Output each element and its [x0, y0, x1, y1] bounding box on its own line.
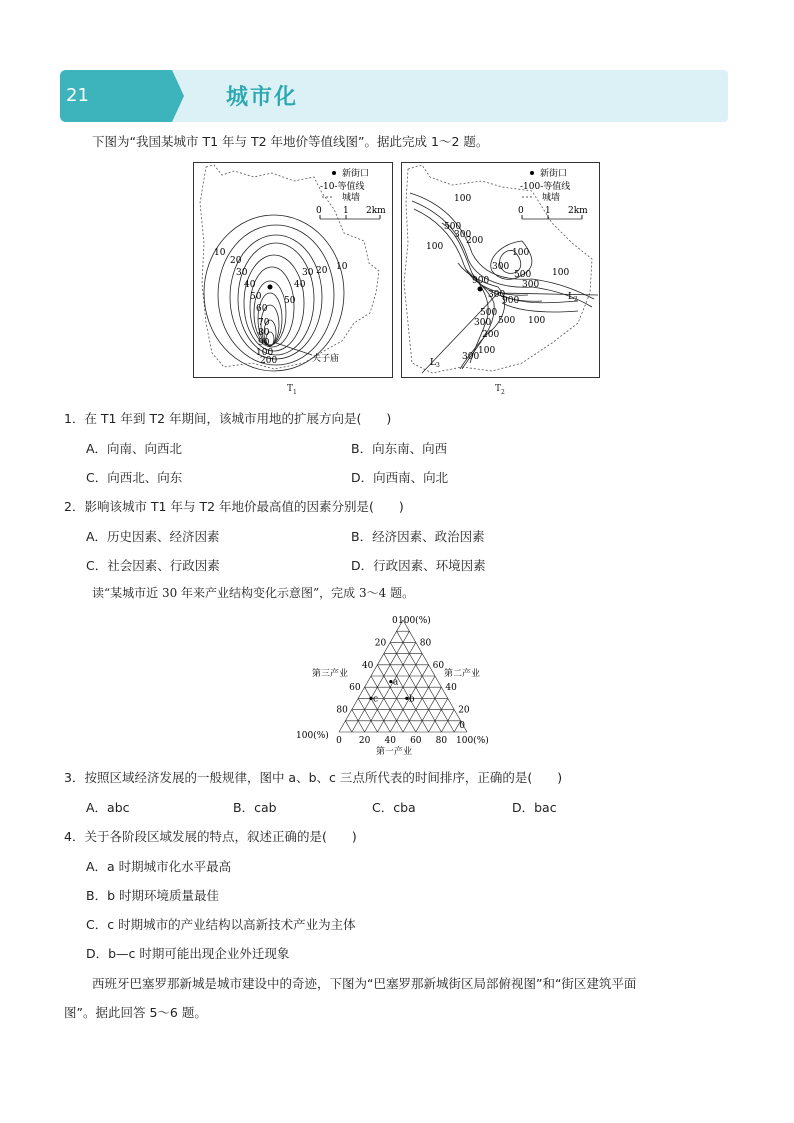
svg-text:900: 900 [472, 276, 490, 286]
top-zero-label: 0 [392, 616, 398, 626]
ternary-grid [336, 620, 470, 746]
left-100-label: 100(%) [296, 731, 329, 741]
svg-text:500: 500 [514, 270, 532, 280]
q3-option-a: A．abc [86, 800, 130, 815]
secondary-label: 第二产业 [444, 669, 481, 679]
svg-text:100: 100 [426, 242, 444, 252]
grid-line-falling [345, 721, 351, 732]
svg-text:100: 100 [256, 348, 274, 358]
map-t2-graphic [402, 163, 599, 377]
left-tick-label: 20 [374, 638, 387, 649]
svg-text:100: 100 [512, 248, 530, 258]
svg-text:200: 200 [466, 236, 484, 246]
svg-text:10: 10 [214, 248, 226, 258]
land-price-map-t1 [193, 162, 393, 378]
svg-text:70: 70 [258, 318, 270, 328]
svg-text:300: 300 [488, 290, 506, 300]
question-3-stem: 3．按照区域经济发展的一般规律，图中 a、b、c 三点所代表的时间排序，正确的是( ) [64, 770, 563, 785]
legend-wall-t1: 城墙 [342, 193, 361, 203]
svg-text:900: 900 [502, 296, 520, 306]
svg-text:30: 30 [302, 268, 314, 278]
scale-0-t1: 0 [316, 206, 322, 216]
point-label-c: c [373, 694, 379, 705]
question-2-stem: 2．影响该城市 T1 年与 T2 年地价最高值的因素分别是( ) [64, 499, 404, 514]
top-100-label: 100(%) [398, 616, 431, 626]
intro-text-1: 下图为“我国某城市 T1 年与 T2 年地价等值线图”。据此完成 1～2 题。 [92, 134, 489, 149]
svg-text:30: 30 [236, 268, 248, 278]
grid-line-rising [403, 676, 435, 732]
q1-option-d: D．向西南、向北 [351, 470, 449, 485]
industry-structure-ternary-diagram [296, 610, 496, 760]
bottom-tick-label: 80 [435, 736, 448, 746]
intro-text-2: 读“某城市近 30 年来产业结构变化示意图”，完成 3～4 题。 [92, 586, 415, 600]
intro-text-3-line2: 图”。据此回答 5～6 题。 [64, 1005, 207, 1020]
right-zero-label: 0 [459, 721, 465, 731]
section-title: 城市化 [226, 85, 299, 110]
svg-text:100: 100 [478, 346, 496, 356]
grid-line-rising [377, 654, 422, 732]
bottom-tick-label: 40 [384, 736, 396, 746]
map-t1-graphic [194, 163, 392, 377]
svg-text:200: 200 [482, 330, 500, 340]
point-label-a: a [392, 677, 399, 688]
q4-option-c: C．c 时期城市的产业结构以高新技术产业为主体 [86, 917, 356, 932]
header-arrow [172, 70, 184, 122]
right-tick-label: 20 [458, 705, 470, 716]
svg-text:40: 40 [244, 280, 256, 290]
primary-label: 第一产业 [376, 747, 413, 757]
right-100-label: 100(%) [456, 736, 489, 746]
svg-text:50: 50 [284, 296, 296, 306]
svg-text:300: 300 [454, 230, 472, 240]
map-t1-caption: $T_1$ [287, 384, 297, 396]
q1-option-c: C．向西北、向东 [86, 470, 183, 485]
legend-wall-t2: 城墙 [542, 193, 561, 203]
svg-text:90: 90 [258, 338, 270, 348]
section-number: 21 [60, 70, 172, 122]
svg-text:500: 500 [444, 222, 462, 232]
l3-label: $L_3$ [430, 358, 440, 369]
l2-label: $L_2$ [568, 292, 578, 303]
q3-option-c: C．cba [372, 800, 416, 815]
map-t2-caption: $T_2$ [495, 384, 505, 396]
scale-2-t2: 2km [568, 206, 588, 216]
intro-text-3-line1: 西班牙巴塞罗那新城是城市建设中的奇迹，下图为“巴塞罗那新城街区局部俯视图”和“街区建筑平面 [92, 976, 637, 991]
temple-label: 夫子庙 [312, 354, 340, 364]
bottom-tick-label: 20 [358, 736, 371, 746]
tertiary-label: 第三产业 [312, 669, 349, 679]
question-1-stem: 1．在 T1 年到 T2 年期间，该城市用地的扩展方向是( ) [64, 411, 392, 426]
svg-text:60: 60 [256, 304, 268, 314]
svg-text:100: 100 [552, 268, 570, 278]
svg-text:20: 20 [316, 266, 328, 276]
scale-1-t2: 1 [545, 206, 551, 216]
q4-option-a: A．a 时期城市化水平最高 [86, 859, 232, 874]
scale-2-t1: 2km [366, 206, 386, 216]
left-tick-label: 60 [349, 683, 361, 694]
legend-line-t2: -100-等值线 [520, 182, 571, 192]
right-tick-label: 40 [445, 683, 457, 694]
svg-text:300: 300 [474, 318, 492, 328]
scale-1-t1: 1 [343, 206, 349, 216]
svg-text:300: 300 [462, 352, 480, 362]
q2-option-a: A．历史因素、经济因素 [86, 529, 220, 544]
q1-option-b: B．向东南、向西 [351, 441, 448, 456]
q2-option-d: D．行政因素、环境因素 [351, 558, 486, 573]
q2-option-c: C．社会因素、行政因素 [86, 558, 220, 573]
legend-line-t1: -10-等值线 [320, 182, 365, 192]
svg-text:100: 100 [528, 316, 546, 326]
svg-text:500: 500 [480, 308, 498, 318]
land-price-map-t2 [401, 162, 600, 378]
q2-option-b: B．经济因素、政治因素 [351, 529, 485, 544]
legend-point-t2: 新街口 [540, 169, 568, 179]
scale-0-t2: 0 [518, 206, 524, 216]
svg-text:40: 40 [294, 280, 306, 290]
left-tick-label: 40 [361, 660, 374, 671]
grid-line-falling [384, 654, 429, 732]
q4-option-d: D．b—c 时期可能出现企业外迁现象 [86, 946, 290, 961]
right-tick-label: 80 [419, 638, 432, 649]
svg-text:300: 300 [492, 262, 510, 272]
q4-option-b: B．b 时期环境质量最佳 [86, 888, 219, 903]
left-tick-label: 80 [336, 705, 348, 716]
svg-text:200: 200 [260, 356, 278, 366]
legend-point-t1: 新街口 [342, 169, 370, 179]
bottom-tick-label: 60 [410, 736, 422, 746]
bottom-tick-label: 0 [336, 736, 342, 746]
svg-text:500: 500 [498, 316, 516, 326]
q1-option-a: A．向南、向西北 [86, 441, 183, 456]
svg-text:100: 100 [454, 194, 472, 204]
q3-option-b: B．cab [233, 800, 277, 815]
svg-text:80: 80 [258, 328, 270, 338]
svg-text:300: 300 [522, 280, 540, 290]
question-4-stem: 4．关于各阶段区域发展的特点，叙述正确的是( ) [64, 829, 357, 844]
point-label-b: b [408, 694, 415, 705]
svg-text:50: 50 [250, 292, 262, 302]
svg-text:10: 10 [336, 262, 348, 272]
right-tick-label: 60 [432, 660, 445, 671]
q3-option-d: D．bac [512, 800, 557, 815]
svg-text:20: 20 [230, 256, 242, 266]
section-header [60, 70, 728, 122]
